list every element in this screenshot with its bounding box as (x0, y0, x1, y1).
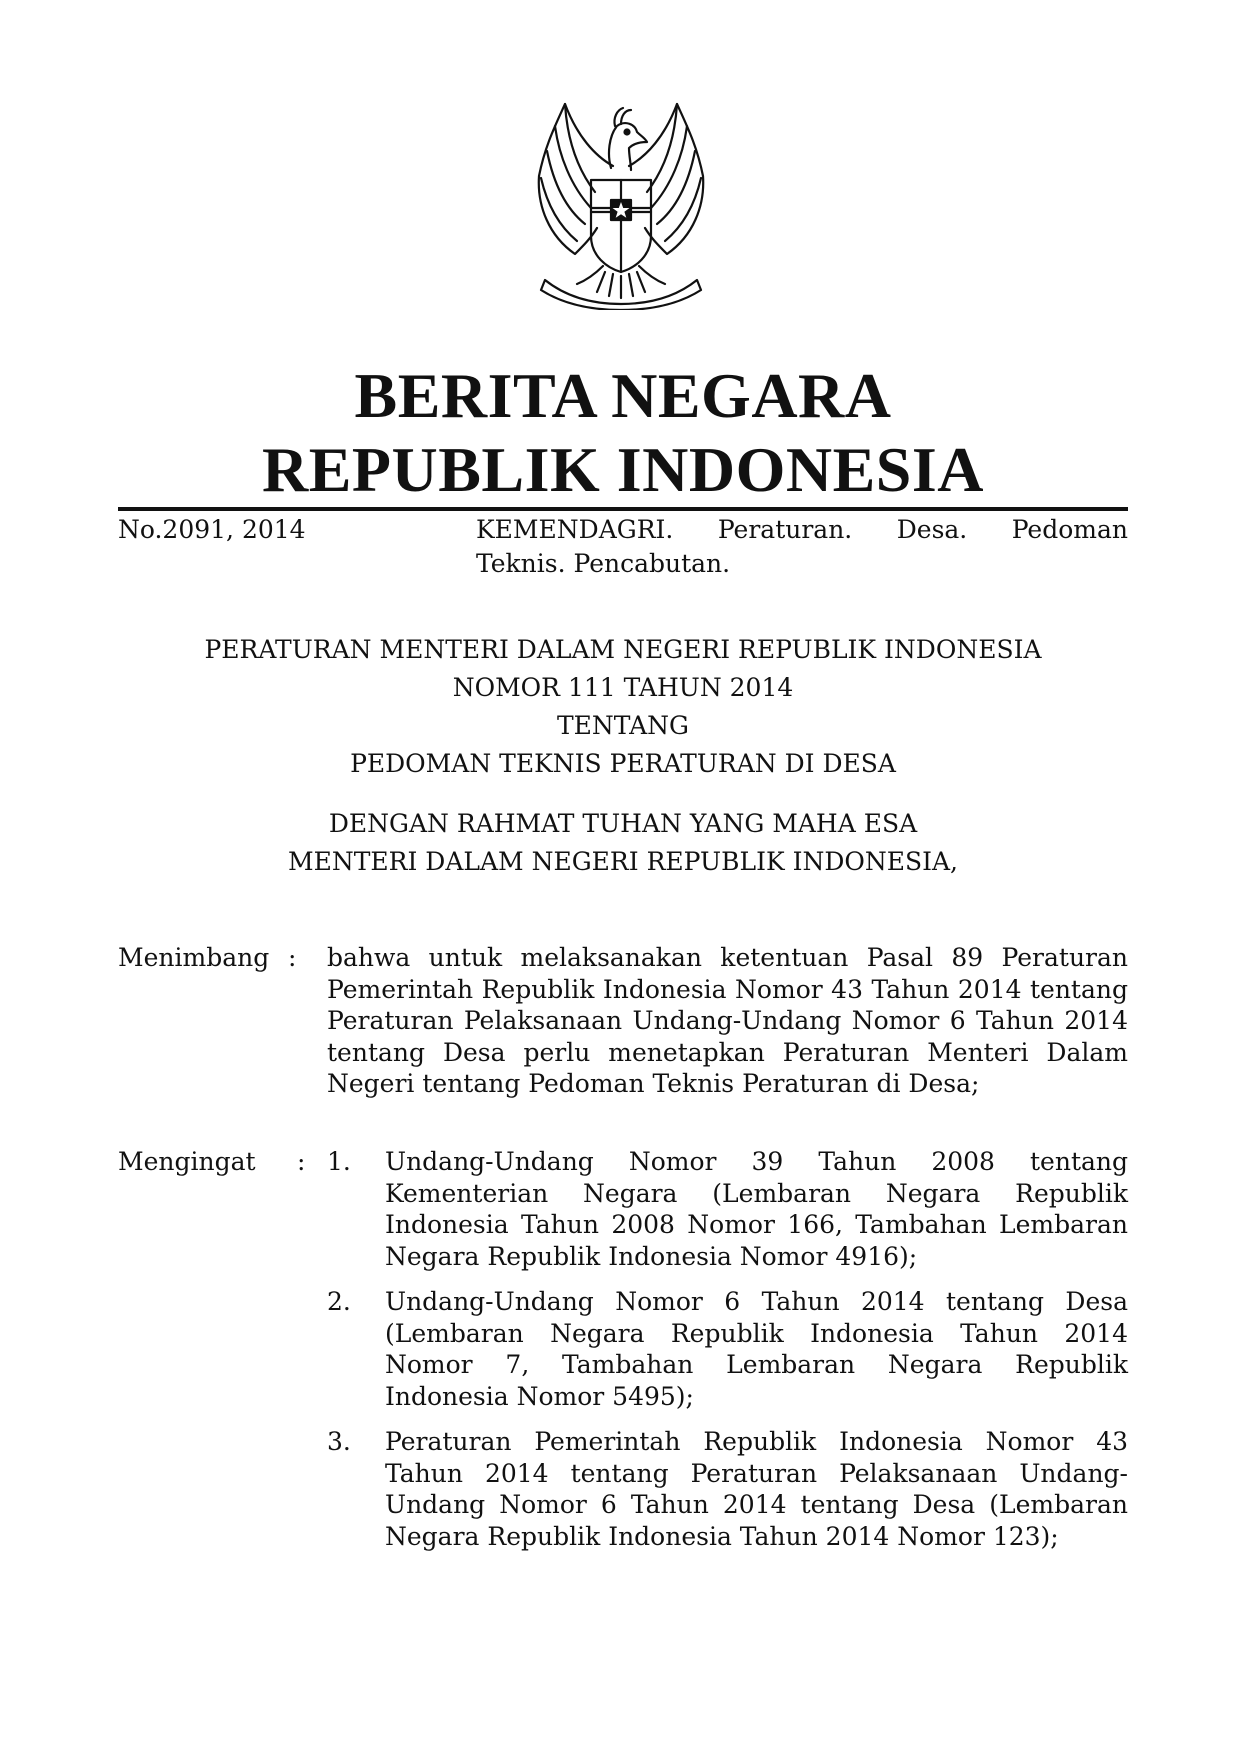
masthead-divider (118, 507, 1128, 511)
list-item-text: Peraturan Pemerintah Republik Indonesia Nomor 43 Tahun 2014 tentang Peraturan Pelaksanaan Undang-Undang Nomor 6 Tahun 2014 tentang Desa (Lembaran Negara Republik Indonesia Tahun 2014 Nomor 123); (385, 1427, 1128, 1551)
gazette-number: No.2091, 2014 (118, 515, 306, 544)
gazette-topic-line1: KEMENDAGRI. Peraturan. Desa. Pedoman (476, 515, 1128, 544)
masthead-title-line1: BERITA NEGARA (354, 360, 892, 431)
list-item-number: 2. (327, 1287, 351, 1316)
list-item-text: Undang-Undang Nomor 6 Tahun 2014 tentang Desa (Lembaran Negara Republik Indonesia Tahun 2014 Nomor 7, Tambahan Lembaran Negara Republik Indonesia Nomor 5495); (385, 1287, 1128, 1411)
menimbang-section (118, 942, 1128, 1132)
gazette-topic-line2: Teknis. Pencabutan. (476, 549, 731, 578)
regulation-title (118, 631, 1128, 783)
preamble-line1: DENGAN RAHMAT TUHAN YANG MAHA ESA (328, 809, 918, 838)
preamble (118, 805, 1128, 881)
list-item-number: 3. (327, 1427, 351, 1456)
mengingat-label: Mengingat (118, 1147, 256, 1176)
preamble-line2: MENTERI DALAM NEGERI REPUBLIK INDONESIA, (288, 847, 958, 876)
masthead-title-line2: REPUBLIK INDONESIA (261, 434, 985, 505)
mengingat-colon: : (297, 1147, 306, 1176)
garuda-emblem-icon (525, 96, 717, 310)
menimbang-colon: : (288, 943, 297, 972)
list-item-text: Undang-Undang Nomor 39 Tahun 2008 tentang Kementerian Negara (Lembaran Negara Republik Indonesia Tahun 2008 Nomor 166, Tambahan Lembaran Negara Republik Indonesia Nomor 4916); (385, 1147, 1128, 1271)
list-item-number: 1. (327, 1147, 351, 1176)
mengingat-section (118, 1146, 1128, 1566)
gazette-topic (476, 513, 1128, 581)
menimbang-label: Menimbang (118, 943, 270, 972)
regulation-title-line1: PERATURAN MENTERI DALAM NEGERI REPUBLIK INDONESIA (204, 635, 1042, 664)
regulation-subject: PEDOMAN TEKNIS PERATURAN DI DESA (350, 749, 896, 778)
regulation-tentang: TENTANG (556, 711, 689, 740)
regulation-number: NOMOR 111 TAHUN 2014 (452, 673, 794, 702)
menimbang-text: bahwa untuk melaksanakan ketentuan Pasal 89 Peraturan Pemerintah Republik Indonesia Nomor 43 Tahun 2014 tentang Peraturan Pelaksanaan Undang-Undang Nomor 6 Tahun 2014 tentang Desa perlu menetapkan Peraturan Menteri Dalam Negeri tentang Pedoman Teknis Peraturan di Desa; (327, 943, 1128, 1098)
